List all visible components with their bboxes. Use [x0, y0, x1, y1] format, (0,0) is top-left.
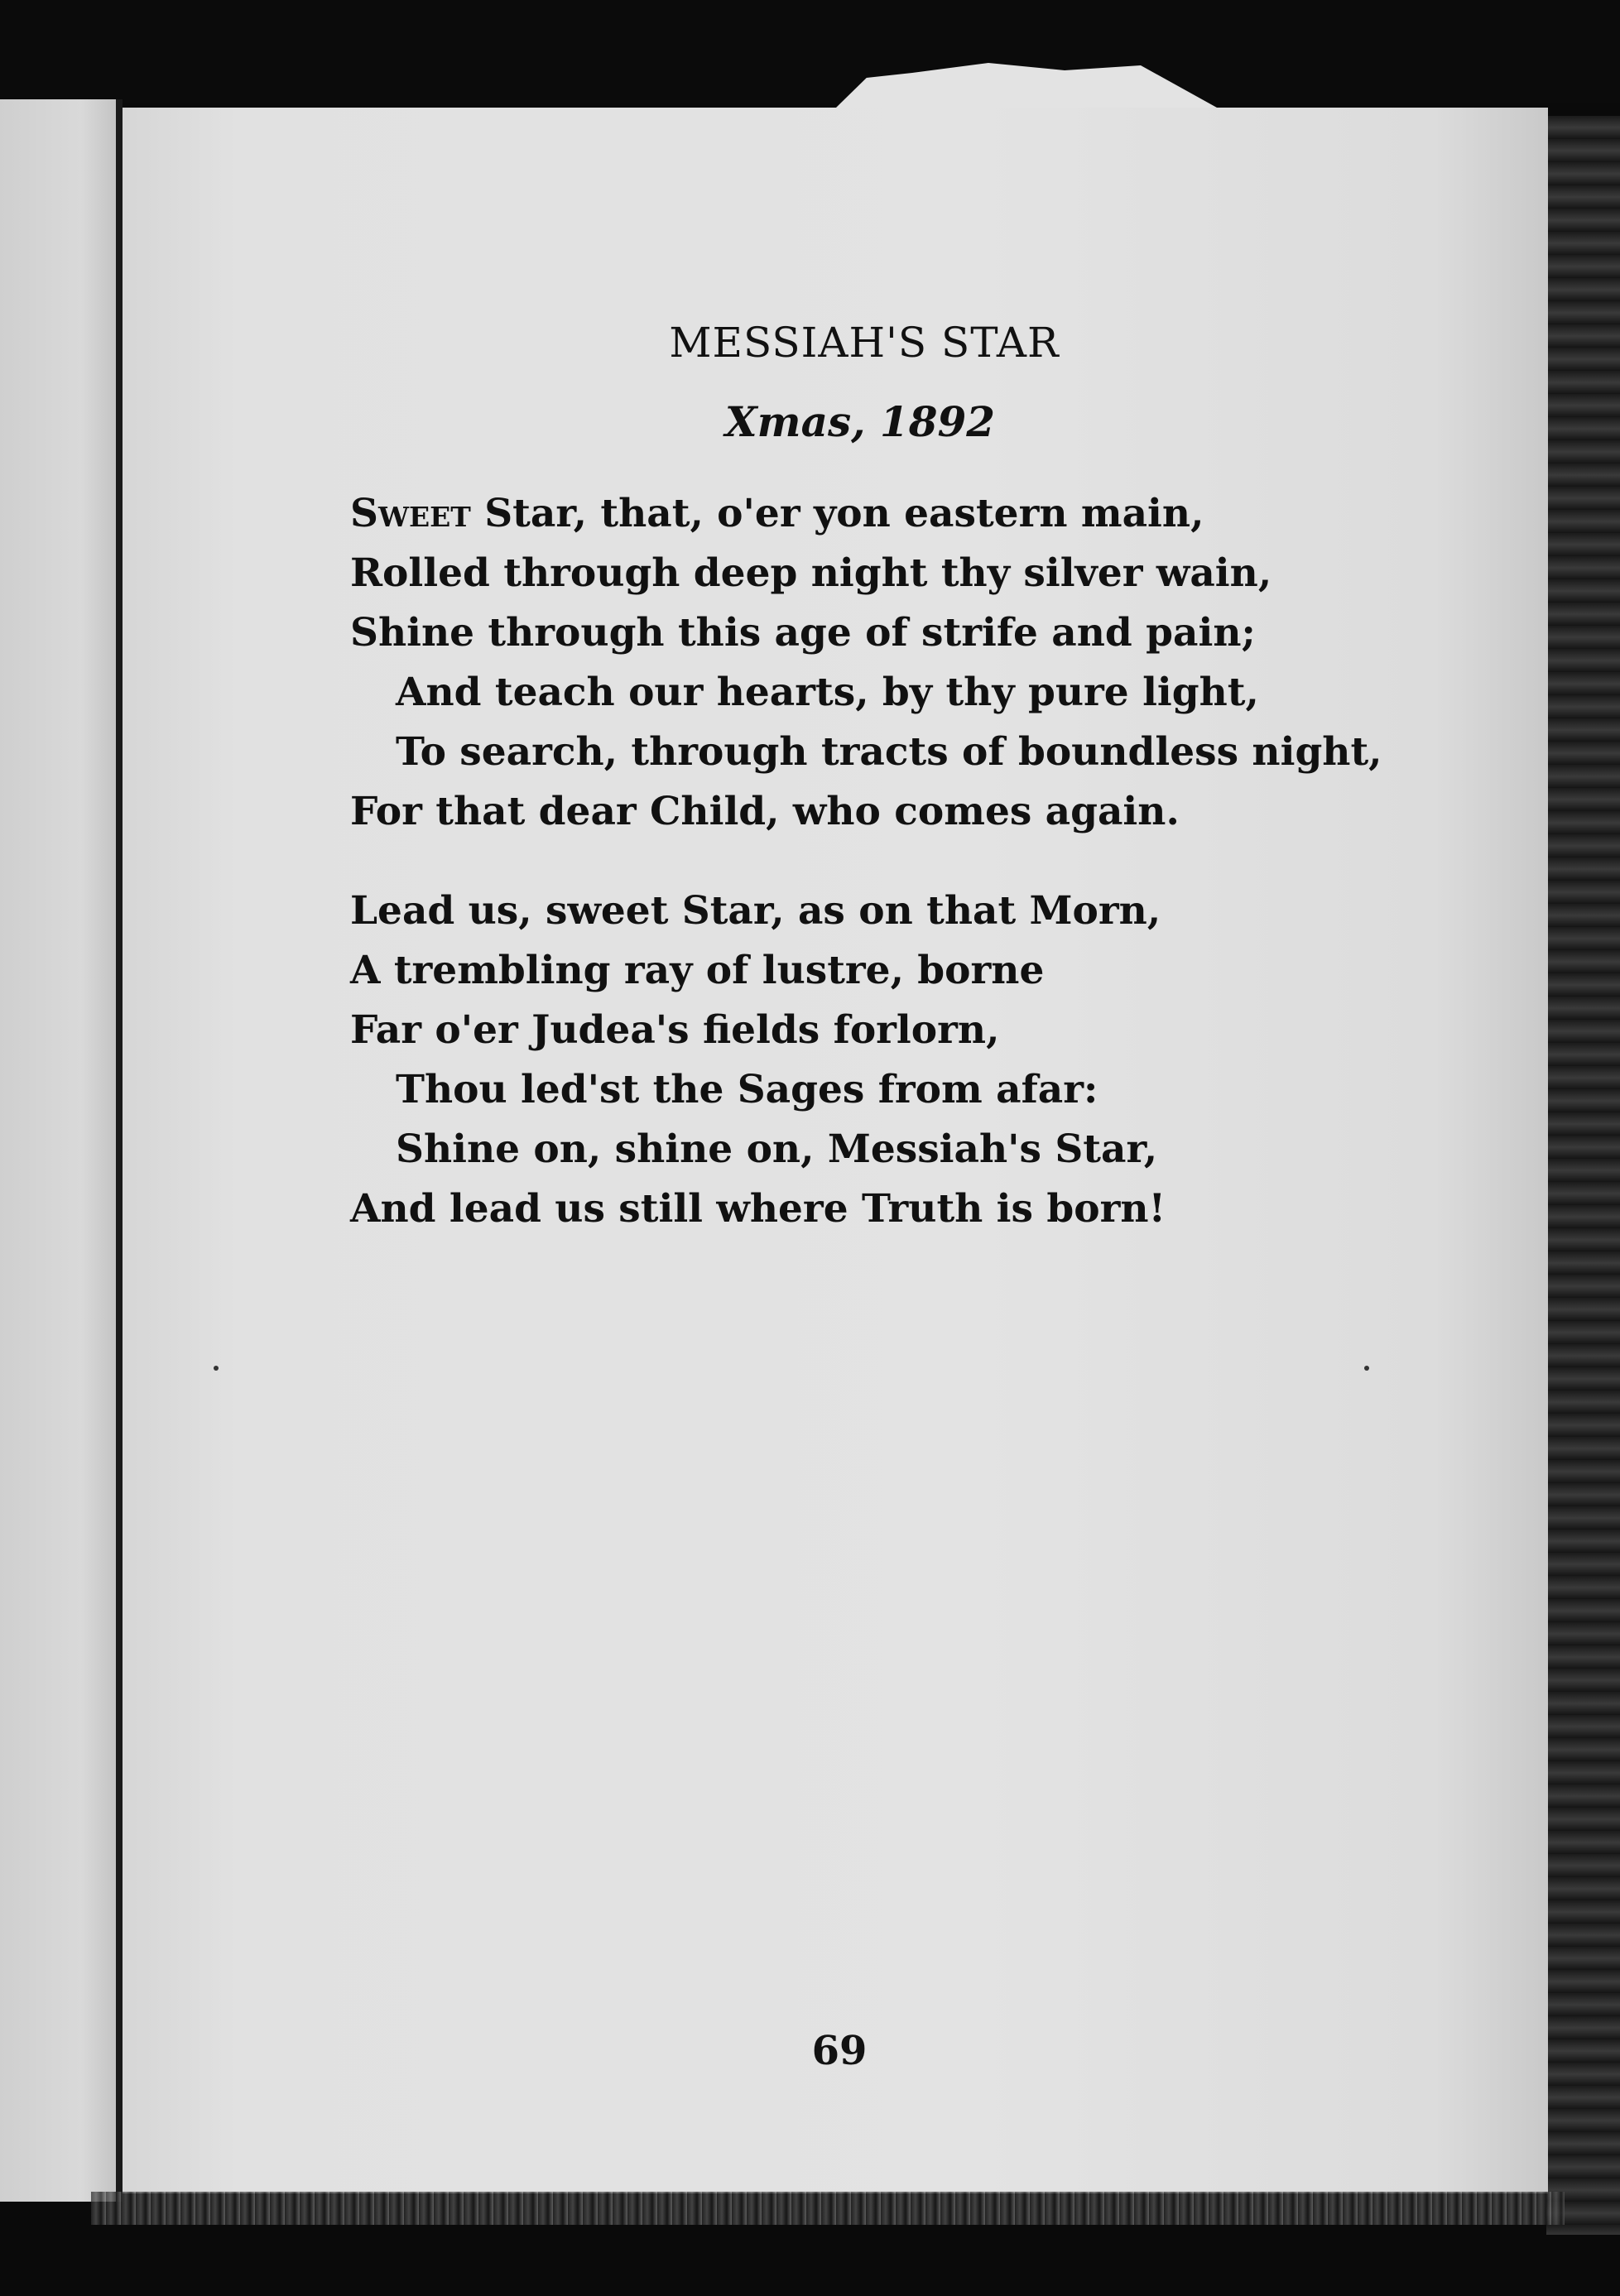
page-number: 69: [811, 2028, 868, 2074]
book-gutter: [116, 99, 123, 2202]
scan-speck: [214, 1366, 219, 1371]
poem-line: Lead us, sweet Star, as on that Morn,: [350, 888, 1161, 934]
poem-line: Shine on, shine on, Messiah's Star,: [396, 1126, 1158, 1172]
poem-title: MESSIAH'S STAR: [669, 319, 1060, 367]
poem-line: For that dear Child, who comes again.: [350, 789, 1180, 834]
poem-line: Far o'er Judea's fields forlorn,: [350, 1007, 1000, 1053]
poem-line: And teach our hearts, by thy pure light,: [396, 670, 1259, 715]
scan-speck: [1364, 1366, 1369, 1371]
poem-line: And lead us still where Truth is born!: [350, 1186, 1166, 1232]
page-content: [123, 108, 1548, 2193]
stanza-1: [350, 484, 1382, 842]
poem-line: [350, 484, 1344, 544]
book-cover-edge: [1546, 116, 1620, 2235]
poem-subtitle: Xmas, 1892: [724, 397, 996, 446]
poem-line: A trembling ray of lustre, borne: [350, 948, 1045, 993]
bottom-page-edge: [91, 2192, 1565, 2225]
top-scan-shadow: [0, 0, 1620, 103]
poem-line: Thou led'st the Sages from afar:: [396, 1067, 1098, 1112]
poem-line: Rolled through deep night thy silver wain,: [350, 550, 1272, 596]
poem-line: Shine through this age of strife and pain;: [350, 610, 1256, 656]
stanza-2: [350, 881, 1344, 1239]
poem-line: To search, through tracts of boundless night,: [396, 729, 1382, 775]
line-text: Star, that, o'er yon eastern main,: [470, 491, 1204, 536]
previous-page-edge: [0, 99, 116, 2202]
book-page: [123, 108, 1548, 2193]
opening-word: Sweet: [350, 491, 471, 536]
